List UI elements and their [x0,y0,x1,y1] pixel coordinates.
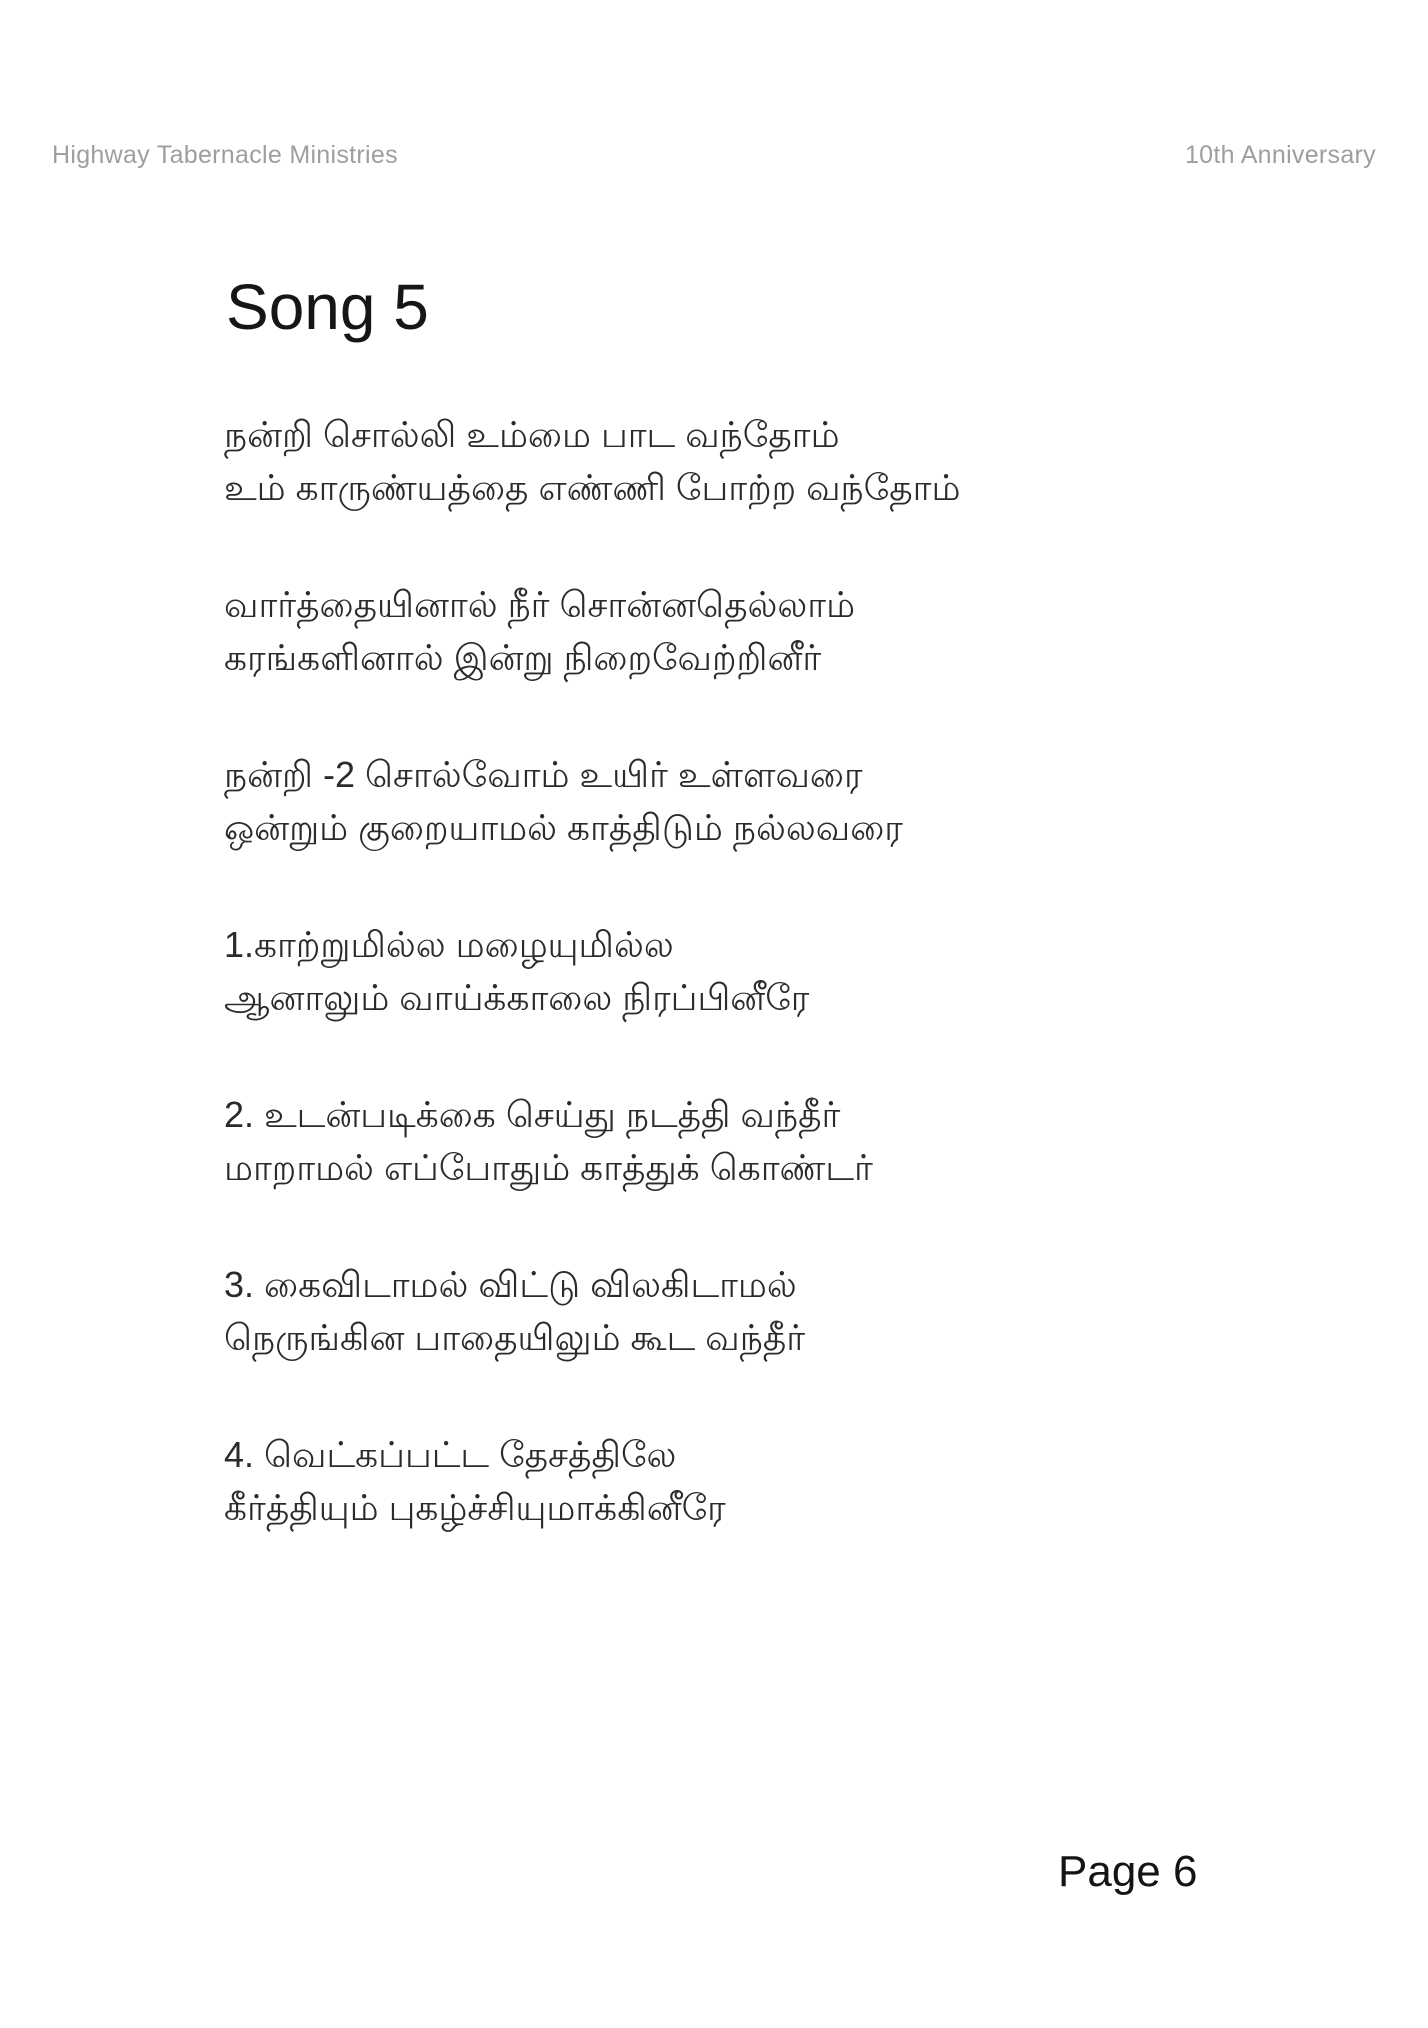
stanza-line: நன்றி -2 சொல்வோம் உயிர் உள்ளவரை [224,754,863,795]
page-title: Song 5 [226,271,429,343]
stanza-line: உம் காருண்யத்தை எண்ணி போற்ற வந்தோம் [224,467,961,508]
stanza-line: ஆனாலும் வாய்க்காலை நிரப்பினீரே [224,977,810,1018]
stanza-line: 4. வெட்கப்பட்ட தேசத்திலே [224,1434,677,1475]
stanza-line: கீர்த்தியும் புகழ்ச்சியுமாக்கினீரே [224,1487,726,1528]
stanza-verse-2 [224,1088,1308,1194]
stanza-refrain-3 [224,748,1308,854]
stanza-line: வார்த்தையினால் நீர் சொன்னதெல்லாம் [224,584,856,625]
stanza-line: 3. கைவிடாமல் விட்டு விலகிடாமல் [224,1264,797,1305]
stanza-line: கரங்களினால் இன்று நிறைவேற்றினீர் [224,637,822,678]
page-header [52,140,1376,170]
stanza-verse-3 [224,1258,1308,1364]
stanza-line: மாறாமல் எப்போதும் காத்துக் கொண்டர் [224,1147,873,1188]
stanza-refrain-1 [224,408,1308,514]
stanza-line: 1.காற்றுமில்ல மழையுமில்ல [224,924,674,965]
header-left-text: Highway Tabernacle Ministries [52,141,398,169]
page-number: Page 6 [1058,1847,1198,1896]
stanza-refrain-2 [224,578,1308,684]
stanza-line: ஒன்றும் குறையாமல் காத்திடும் நல்லவரை [224,807,903,848]
stanza-verse-4 [224,1428,1308,1534]
stanza-line: 2. உடன்படிக்கை செய்து நடத்தி வந்தீர் [224,1094,841,1135]
header-right-text: 10th Anniversary [1184,141,1376,169]
stanza-line: நன்றி சொல்லி உம்மை பாட வந்தோம் [224,414,840,455]
stanza-line: நெருங்கின பாதையிலும் கூட வந்தீர் [224,1317,806,1358]
stanza-verse-1 [224,918,1308,1024]
